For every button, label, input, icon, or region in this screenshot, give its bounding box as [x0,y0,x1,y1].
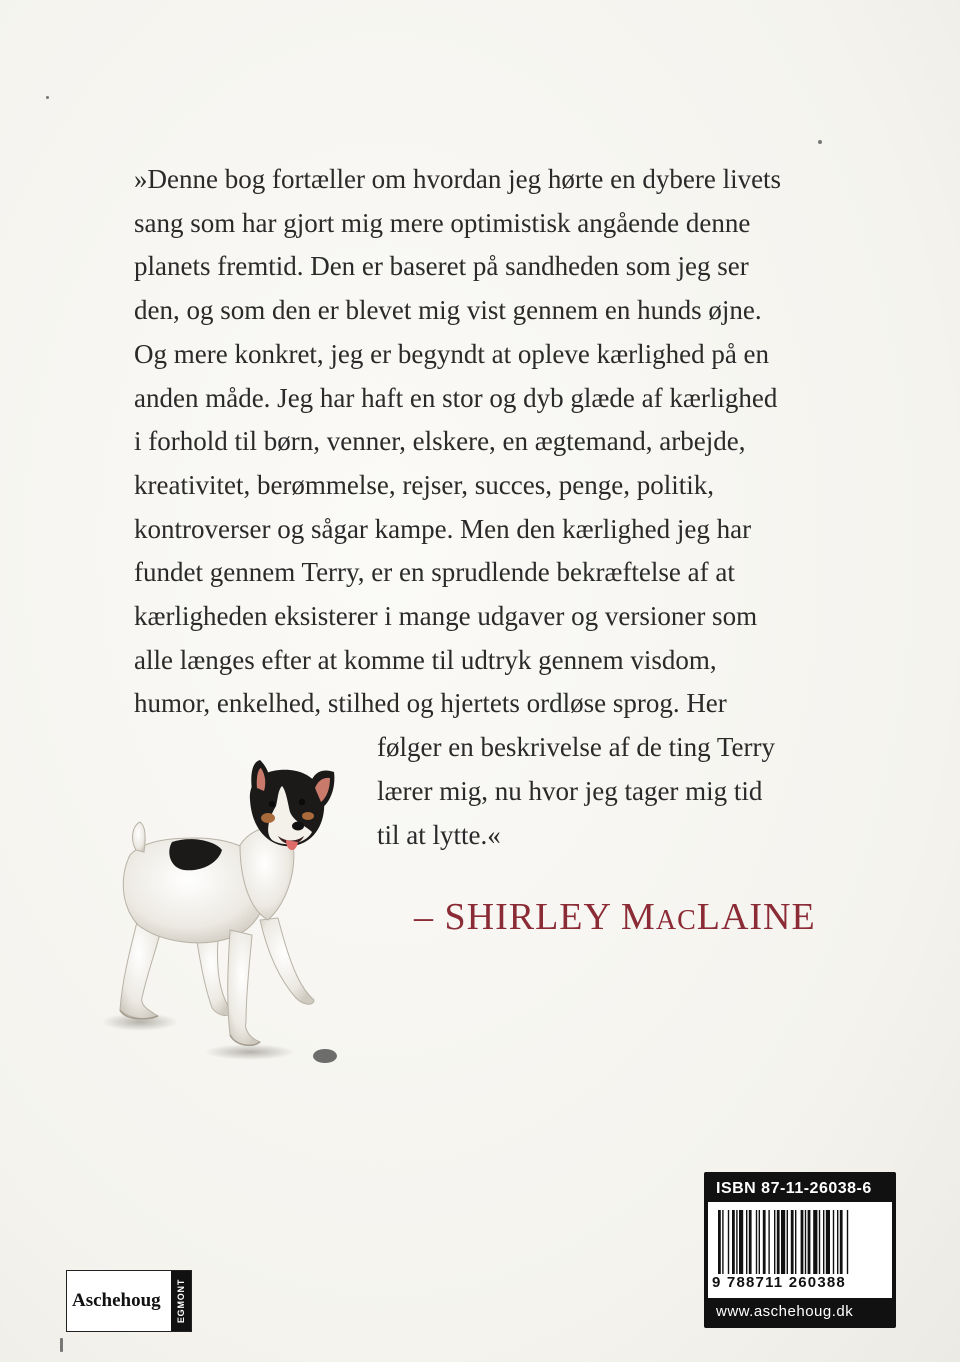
barcode-bar [795,1210,796,1274]
barcode-bar [718,1210,721,1274]
barcode-bar [833,1210,834,1274]
barcode-bar [728,1210,729,1274]
barcode-bars [718,1210,882,1274]
barcode-bar [749,1210,752,1274]
blurb-line: kreativitet, berømmelse, rejser, succes, penge, politik, [134,469,714,500]
blurb-line: humor, enkelhed, stilhed og hjertets ordløse sprog. Her [134,688,727,719]
blurb-line: til at lytte.« [377,819,501,850]
dog-illustration [100,760,360,1070]
barcode-bar [840,1210,843,1274]
blurb-line: Og mere konkret, jeg er begyndt at opleve kærlighed på en [134,338,770,369]
blurb-line: i forhold til børn, venner, elskere, en ægtemand, arbejde, [134,426,746,457]
isbn-barcode-block [704,1172,896,1328]
publisher-name: Aschehoug [72,1290,161,1311]
barcode-bar [808,1210,811,1274]
barcode-bar [732,1210,735,1274]
blurb-line: sang som har gjort mig mere optimistisk angående denne [134,207,751,238]
blurb-line: kærligheden eksisterer i mange udgaver og versioner som [134,601,758,632]
barcode-bar [801,1210,804,1274]
signature-mac-prefix: M [621,896,656,938]
speck [60,1338,63,1352]
barcode-bar [805,1210,806,1274]
signature-dash: – [414,896,445,938]
signature-mac-small: AC [655,905,697,936]
speck [818,140,822,144]
barcode-bar [781,1210,785,1274]
imprint-strip [171,1271,191,1331]
blurb-line: lærer mig, nu hvor jeg tager mig tid [377,775,763,806]
blurb-line: anden måde. Jeg har haft en stor og dyb glæde af kærlighed [134,382,778,413]
dog-shadow [313,1049,337,1063]
blurb-line: alle længes efter at komme til udtryk gennem visdom, [134,644,717,675]
barcode-bar [736,1210,737,1274]
barcode-bar [847,1210,848,1274]
barcode-bar [823,1210,824,1274]
author-signature [414,895,816,939]
barcode-bar [746,1210,747,1274]
barcode-bar [774,1210,775,1274]
blurb-line: planets fremtid. Den er baseret på sandheden som jeg ser [134,251,749,282]
barcode-bar [787,1210,788,1274]
dog-eye [269,801,275,807]
blurb-quote [134,158,834,857]
speck [46,96,49,99]
dog-eye [299,799,305,805]
barcode-bar [722,1210,723,1274]
barcode-bar [813,1210,817,1274]
signature-first-name: SHIRLEY [444,896,622,938]
blurb-line: kontroverser og sågar kampe. Men den kærlighed jeg har [134,513,752,544]
imprint-label: EGMONT [176,1278,186,1324]
blurb-line: fundet gennem Terry, er en sprudlende bekræftelse af at [134,557,735,588]
barcode-bar [739,1210,743,1274]
barcode-bar [777,1210,780,1274]
barcode [708,1202,892,1298]
barcode-bar [837,1210,838,1274]
dog-shadow [205,1044,295,1060]
publisher-url: www.aschehoug.dk [716,1303,854,1320]
isbn-label: ISBN 87-11-26038-6 [716,1180,872,1197]
dog-nose [292,822,304,831]
barcode-bar [763,1210,766,1274]
barcode-bar [768,1210,769,1274]
barcode-bar [819,1210,820,1274]
blurb-line: »Denne bog fortæller om hvordan jeg hørte en dybere livets [134,164,782,194]
barcode-bar [759,1210,760,1274]
barcode-bar [756,1210,757,1274]
barcode-digits: 9 788711 260388 [712,1274,846,1291]
barcode-bar [791,1210,794,1274]
publisher-logo [66,1270,192,1332]
blurb-line: den, og som den er blevet mig vist gennem en hunds øjne. [134,295,762,326]
barcode-bar [826,1210,830,1274]
blurb-line: følger en beskrivelse af de ting Terry [377,732,775,763]
signature-last-name: LAINE [696,896,816,938]
